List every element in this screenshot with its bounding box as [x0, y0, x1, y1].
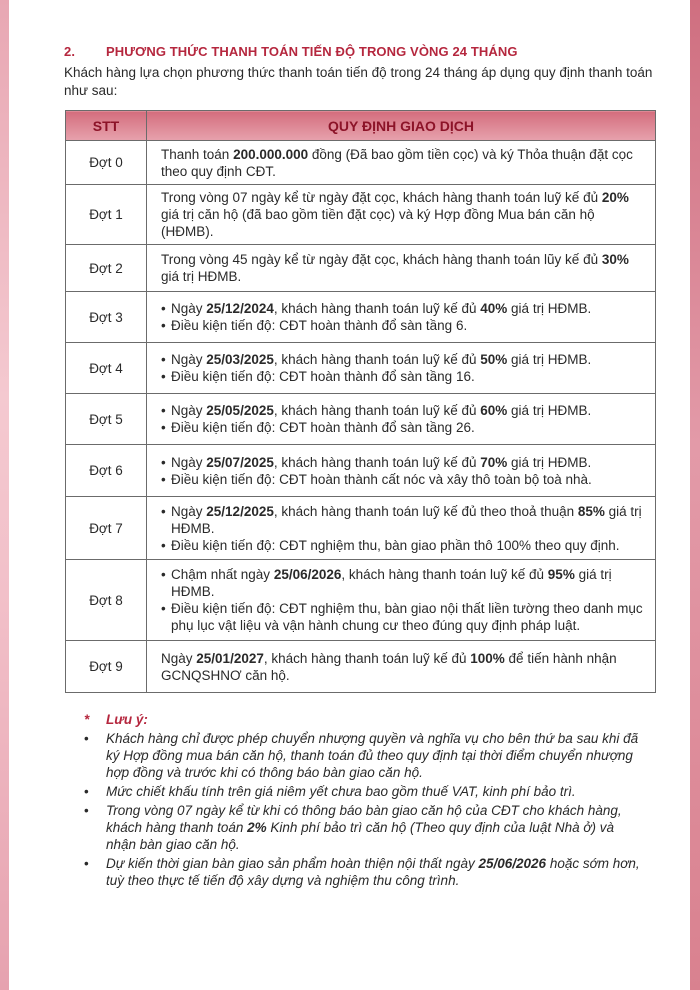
- section-title: PHƯƠNG THỨC THANH TOÁN TIẾN ĐỘ TRONG VÒNG 24 THÁNG: [106, 44, 518, 59]
- bullet-text: [171, 402, 647, 419]
- emphasis-value: 200.000.000: [233, 146, 309, 162]
- payment-schedule-table: [65, 110, 656, 693]
- installment-description: [147, 497, 656, 560]
- text-segment: Ngày: [171, 352, 207, 367]
- text-segment: giá trị HĐMB.: [171, 503, 642, 536]
- emphasis-value: 20%: [601, 190, 629, 205]
- note-text: [106, 802, 644, 853]
- emphasis-value: 95%: [547, 567, 575, 582]
- installment-description: [147, 641, 656, 693]
- text-segment: Điều kiện tiến độ: CĐT nghiệm thu, bàn giao phần thô 100% theo quy định.: [171, 537, 620, 553]
- text-segment: giá trị HĐMB.: [507, 352, 592, 367]
- installment-label: Đợt 4: [66, 343, 147, 394]
- text-segment: Ngày: [171, 503, 207, 519]
- bullet-text: [171, 419, 647, 436]
- text-segment: Điều kiện tiến độ: CĐT hoàn thành đổ sàn tầng 26.: [171, 420, 475, 435]
- note-item: [84, 730, 644, 781]
- bullet-text: [171, 300, 647, 317]
- installment-label: Đợt 3: [66, 292, 147, 343]
- notes-section: [84, 711, 644, 889]
- text-segment: , khách hàng thanh toán luỹ kế đủ: [263, 650, 471, 666]
- table-row: [66, 394, 656, 445]
- bullet-icon: •: [161, 420, 166, 435]
- left-page-edge: [0, 0, 9, 990]
- notes-list: [84, 730, 644, 889]
- text-segment: Trong vòng 07 ngày kể từ khi có thông báo bàn giao căn hộ của CĐT cho khách hàng, khách hàng thanh toán: [106, 803, 622, 835]
- emphasis-value: 25/05/2025: [206, 403, 274, 418]
- header-stt: STT: [66, 111, 147, 141]
- bullet-line: [161, 537, 647, 554]
- table-row: [66, 497, 656, 560]
- bullet-icon: •: [161, 537, 166, 553]
- installment-description: [147, 292, 656, 343]
- text-segment: Trong vòng 45 ngày kể từ ngày đặt cọc, khách hàng thanh toán lũy kế đủ: [161, 252, 602, 267]
- note-item: [84, 802, 644, 853]
- text-segment: Ngày: [171, 403, 207, 418]
- installment-description: [147, 445, 656, 497]
- bullet-line: [161, 600, 647, 634]
- emphasis-value: 25/03/2025: [206, 352, 274, 367]
- table-row: [66, 560, 656, 641]
- text-segment: giá trị HĐMB.: [507, 403, 592, 418]
- text-segment: Điều kiện tiến độ: CĐT hoàn thành đổ sàn tầng 6.: [171, 318, 468, 333]
- header-transaction-rules: QUY ĐỊNH GIAO DỊCH: [147, 111, 656, 141]
- table-header-row: [66, 111, 656, 141]
- note-text: [106, 855, 644, 889]
- installment-label: Đợt 8: [66, 560, 147, 641]
- bullet-text: [171, 503, 647, 537]
- emphasis-value: 70%: [480, 454, 508, 470]
- installment-label: Đợt 1: [66, 185, 147, 245]
- bullet-icon: •: [161, 471, 166, 487]
- installment-description: [147, 245, 656, 292]
- bullet-text: [171, 471, 647, 488]
- text-segment: giá trị căn hộ (đã bao gồm tiền đặt cọc) và ký Hợp đồng Mua bán căn hộ (HĐMB).: [161, 207, 595, 239]
- description-line: [161, 251, 647, 285]
- installment-description: [147, 560, 656, 641]
- installment-label: Đợt 2: [66, 245, 147, 292]
- description-line: [161, 189, 647, 240]
- table-row: [66, 343, 656, 394]
- emphasis-value: 60%: [480, 403, 508, 418]
- installment-description: [147, 141, 656, 185]
- emphasis-value: 100%: [470, 650, 505, 666]
- emphasis-value: 25/12/2025: [206, 503, 274, 519]
- text-segment: Khách hàng chỉ được phép chuyển nhượng quyền và nghĩa vụ cho bên thứ ba sau khi đã ký Hợp đồng mua bán căn hộ, thanh toán đủ theo quy định tại thời điểm chuyển nhượng hợp đồng và trước khi có thông báo bàn giao căn hộ.: [106, 731, 639, 780]
- bullet-icon: •: [161, 318, 166, 333]
- text-segment: Điều kiện tiến độ: CĐT hoàn thành đổ sàn tầng 16.: [171, 369, 475, 384]
- description-line: [161, 146, 647, 180]
- emphasis-value: 25/06/2026: [478, 856, 547, 871]
- text-segment: giá trị HĐMB.: [171, 567, 612, 599]
- bullet-line: [161, 454, 647, 471]
- text-segment: giá trị HĐMB.: [161, 269, 242, 284]
- installment-label: Đợt 7: [66, 497, 147, 560]
- bullet-icon: •: [161, 369, 166, 384]
- text-segment: hoặc sớm hơn, tuỳ theo thực tế tiến độ xây dựng và nghiệm thu công trình.: [106, 856, 640, 888]
- text-segment: Ngày: [171, 454, 207, 470]
- bullet-line: [161, 300, 647, 317]
- text-segment: Mức chiết khấu tính trên giá niêm yết chưa bao gồm thuế VAT, kinh phí bảo trì.: [106, 784, 576, 799]
- emphasis-value: 85%: [577, 503, 605, 519]
- note-text: [106, 730, 644, 781]
- bullet-text: [171, 600, 647, 634]
- text-segment: Điều kiện tiến độ: CĐT nghiệm thu, bàn giao nội thất liền tường theo danh mục phụ lục vật liệu và vận hành chung cư theo đúng quy định pháp luật.: [171, 601, 643, 633]
- emphasis-value: 30%: [601, 252, 629, 267]
- bullet-text: [171, 368, 647, 385]
- bullet-text: [171, 454, 647, 471]
- emphasis-value: 25/12/2024: [206, 301, 274, 316]
- installment-label: Đợt 0: [66, 141, 147, 185]
- bullet-icon: •: [161, 567, 166, 582]
- bullet-text: [171, 566, 647, 600]
- emphasis-value: 50%: [480, 352, 508, 367]
- section-heading: [64, 44, 664, 59]
- bullet-text: [171, 537, 647, 554]
- bullet-text: [171, 351, 647, 368]
- emphasis-value: 25/01/2027: [196, 650, 264, 666]
- text-segment: Kinh phí bảo trì căn hộ (Theo quy định của luật Nhà ở) và nhận bàn giao căn hộ.: [106, 820, 615, 852]
- text-segment: Thanh toán: [161, 146, 234, 162]
- text-segment: Dự kiến thời gian bàn giao sản phẩm hoàn thiện nội thất ngày: [106, 856, 479, 871]
- bullet-icon: •: [161, 403, 166, 418]
- description-line: [161, 650, 647, 684]
- emphasis-value: 40%: [480, 301, 508, 316]
- section-intro: Khách hàng lựa chọn phương thức thanh toán tiến độ trong 24 tháng áp dụng quy định thanh toán như sau:: [64, 65, 653, 98]
- installment-description: [147, 343, 656, 394]
- notes-star: *: [84, 712, 90, 727]
- right-page-edge: [690, 0, 700, 990]
- emphasis-value: 25/06/2026: [273, 567, 342, 582]
- emphasis-value: 25/07/2025: [206, 454, 274, 470]
- note-text: [106, 783, 644, 800]
- table-body: [66, 141, 656, 693]
- installment-label: Đợt 5: [66, 394, 147, 445]
- bullet-line: [161, 368, 647, 385]
- text-segment: Trong vòng 07 ngày kể từ ngày đặt cọc, khách hàng thanh toán luỹ kế đủ: [161, 190, 602, 205]
- text-segment: Chậm nhất ngày: [171, 567, 274, 582]
- table-row: [66, 641, 656, 693]
- installment-description: [147, 185, 656, 245]
- section-number: 2.: [64, 44, 76, 59]
- bullet-icon: •: [161, 352, 166, 367]
- note-item: [84, 855, 644, 889]
- table-row: [66, 141, 656, 185]
- text-segment: giá trị HĐMB.: [507, 454, 592, 470]
- bullet-line: [161, 566, 647, 600]
- bullet-line: [161, 402, 647, 419]
- bullet-icon: •: [84, 803, 89, 818]
- text-segment: , khách hàng thanh toán luỹ kế đủ: [273, 454, 481, 470]
- bullet-icon: •: [84, 731, 89, 746]
- text-segment: giá trị HĐMB.: [507, 301, 592, 316]
- table-row: [66, 245, 656, 292]
- bullet-line: [161, 351, 647, 368]
- installment-description: [147, 394, 656, 445]
- text-segment: Ngày: [171, 301, 207, 316]
- text-segment: , khách hàng thanh toán luỹ kế đủ: [273, 352, 481, 367]
- bullet-icon: •: [161, 454, 166, 470]
- text-segment: Điều kiện tiến độ: CĐT hoàn thành cất nóc và xây thô toàn bộ toà nhà.: [171, 471, 592, 487]
- bullet-icon: •: [161, 301, 166, 316]
- notes-title: [84, 711, 644, 728]
- table-row: [66, 185, 656, 245]
- bullet-line: [161, 503, 647, 537]
- bullet-icon: •: [84, 856, 89, 871]
- text-segment: Ngày: [161, 650, 197, 666]
- text-segment: để tiến hành nhận GCNQSHNƠ căn hộ.: [161, 650, 617, 683]
- notes-title-text: Lưu ý:: [106, 712, 148, 727]
- text-segment: , khách hàng thanh toán luỹ kế đủ: [341, 567, 548, 582]
- bullet-text: [171, 317, 647, 334]
- text-segment: , khách hàng thanh toán luỹ kế đủ theo thoả thuận: [273, 503, 578, 519]
- installment-label: Đợt 6: [66, 445, 147, 497]
- emphasis-value: 2%: [247, 820, 267, 835]
- installment-label: Đợt 9: [66, 641, 147, 693]
- table-row: [66, 292, 656, 343]
- text-segment: , khách hàng thanh toán luỹ kế đủ: [273, 403, 481, 418]
- note-item: [84, 783, 644, 800]
- text-segment: , khách hàng thanh toán luỹ kế đủ: [273, 301, 481, 316]
- bullet-icon: •: [161, 503, 166, 519]
- text-segment: đồng (Đã bao gồm tiền cọc) và ký Thỏa thuận đặt cọc theo quy định CĐT.: [161, 146, 633, 179]
- bullet-icon: •: [84, 784, 89, 799]
- bullet-line: [161, 471, 647, 488]
- bullet-line: [161, 419, 647, 436]
- table-row: [66, 445, 656, 497]
- bullet-icon: •: [161, 601, 166, 616]
- bullet-line: [161, 317, 647, 334]
